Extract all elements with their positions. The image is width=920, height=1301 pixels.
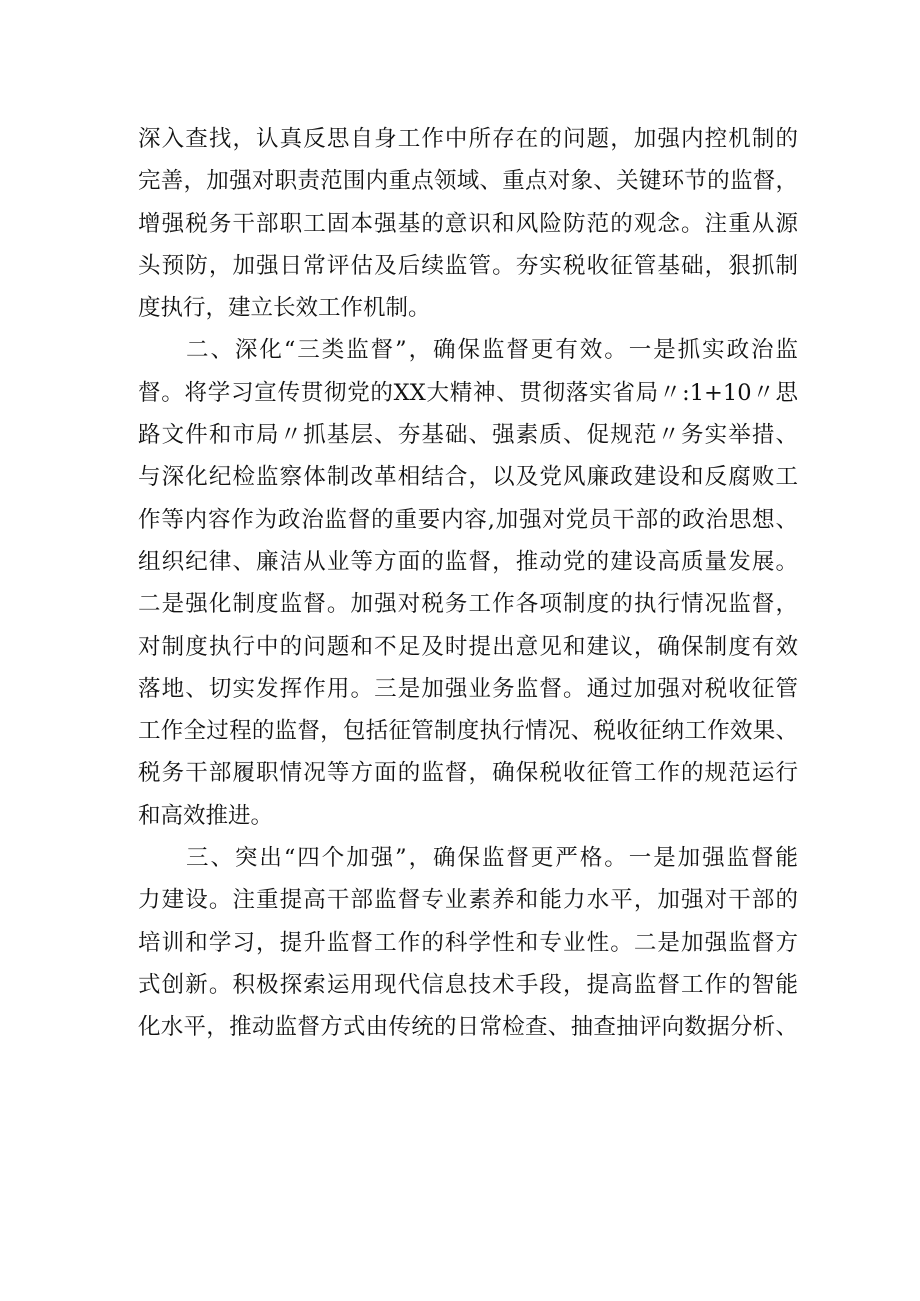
document-body xyxy=(138,118,798,1049)
paragraph-1 xyxy=(138,118,798,329)
text-line: 深入查找，认真反思自身工作中所存在的问题，加强内控机制的 xyxy=(138,126,798,152)
text-line: 督。将学习宣传贯彻党的XX大精神、贯彻落实省局〃:1+10〃思 xyxy=(138,379,798,406)
text-line: 与深化纪检监察体制改革相结合，以及党风廉政建设和反腐败工 xyxy=(138,464,798,491)
text-line: 增强税务干部职工固本强基的意识和风险防范的观念。注重从源 xyxy=(138,210,798,237)
text-line: 完善，加强对职责范围内重点领域、重点对象、关键环节的监督， xyxy=(138,168,798,195)
text-line: 二、深化“三类监督”，确保监督更有效。一是抓实政治监 xyxy=(186,337,798,364)
text-line: 税务干部履职情况等方面的监督，确保税收征管工作的规范运行 xyxy=(138,760,798,787)
paragraph-3 xyxy=(138,837,798,1048)
text-line: 化水平，推动监督方式由传统的日常检查、抽查抽评向数据分析、 xyxy=(138,1014,798,1041)
text-line: 和高效推进。 xyxy=(138,802,274,829)
text-line: 度执行，建立长效工作机制。 xyxy=(138,295,431,322)
text-line: 力建设。注重提高干部监督专业素养和能力水平，加强对干部的 xyxy=(138,887,798,914)
text-line: 三、突出“四个加强”，确保监督更严格。一是加强监督能 xyxy=(186,845,798,872)
text-line: 培训和学习，提升监督工作的科学性和专业性。二是加强监督方 xyxy=(138,929,798,956)
text-line: 工作全过程的监督，包括征管制度执行情况、税收征纳工作效果、 xyxy=(138,718,798,745)
paragraph-2 xyxy=(138,329,798,837)
text-line: 式创新。积极探索运用现代信息技术手段，提高监督工作的智能 xyxy=(138,971,798,998)
text-line: 对制度执行中的问题和不足及时提出意见和建议，确保制度有效 xyxy=(138,633,798,660)
text-line: 头预防，加强日常评估及后续监管。夯实税收征管基础，狠抓制 xyxy=(138,252,798,279)
text-line: 作等内容作为政治监督的重要内容,加强对党员干部的政治思想、 xyxy=(138,506,798,533)
text-line: 组织纪律、廉洁从业等方面的监督，推动党的建设高质量发展。 xyxy=(138,548,798,575)
text-line: 路文件和市局〃抓基层、夯基础、强素质、促规范〃务实举措、 xyxy=(138,422,798,449)
text-line: 二是强化制度监督。加强对税务工作各项制度的执行情况监督， xyxy=(138,591,798,618)
text-line: 落地、切实发挥作用。三是加强业务监督。通过加强对税收征管 xyxy=(138,675,798,702)
